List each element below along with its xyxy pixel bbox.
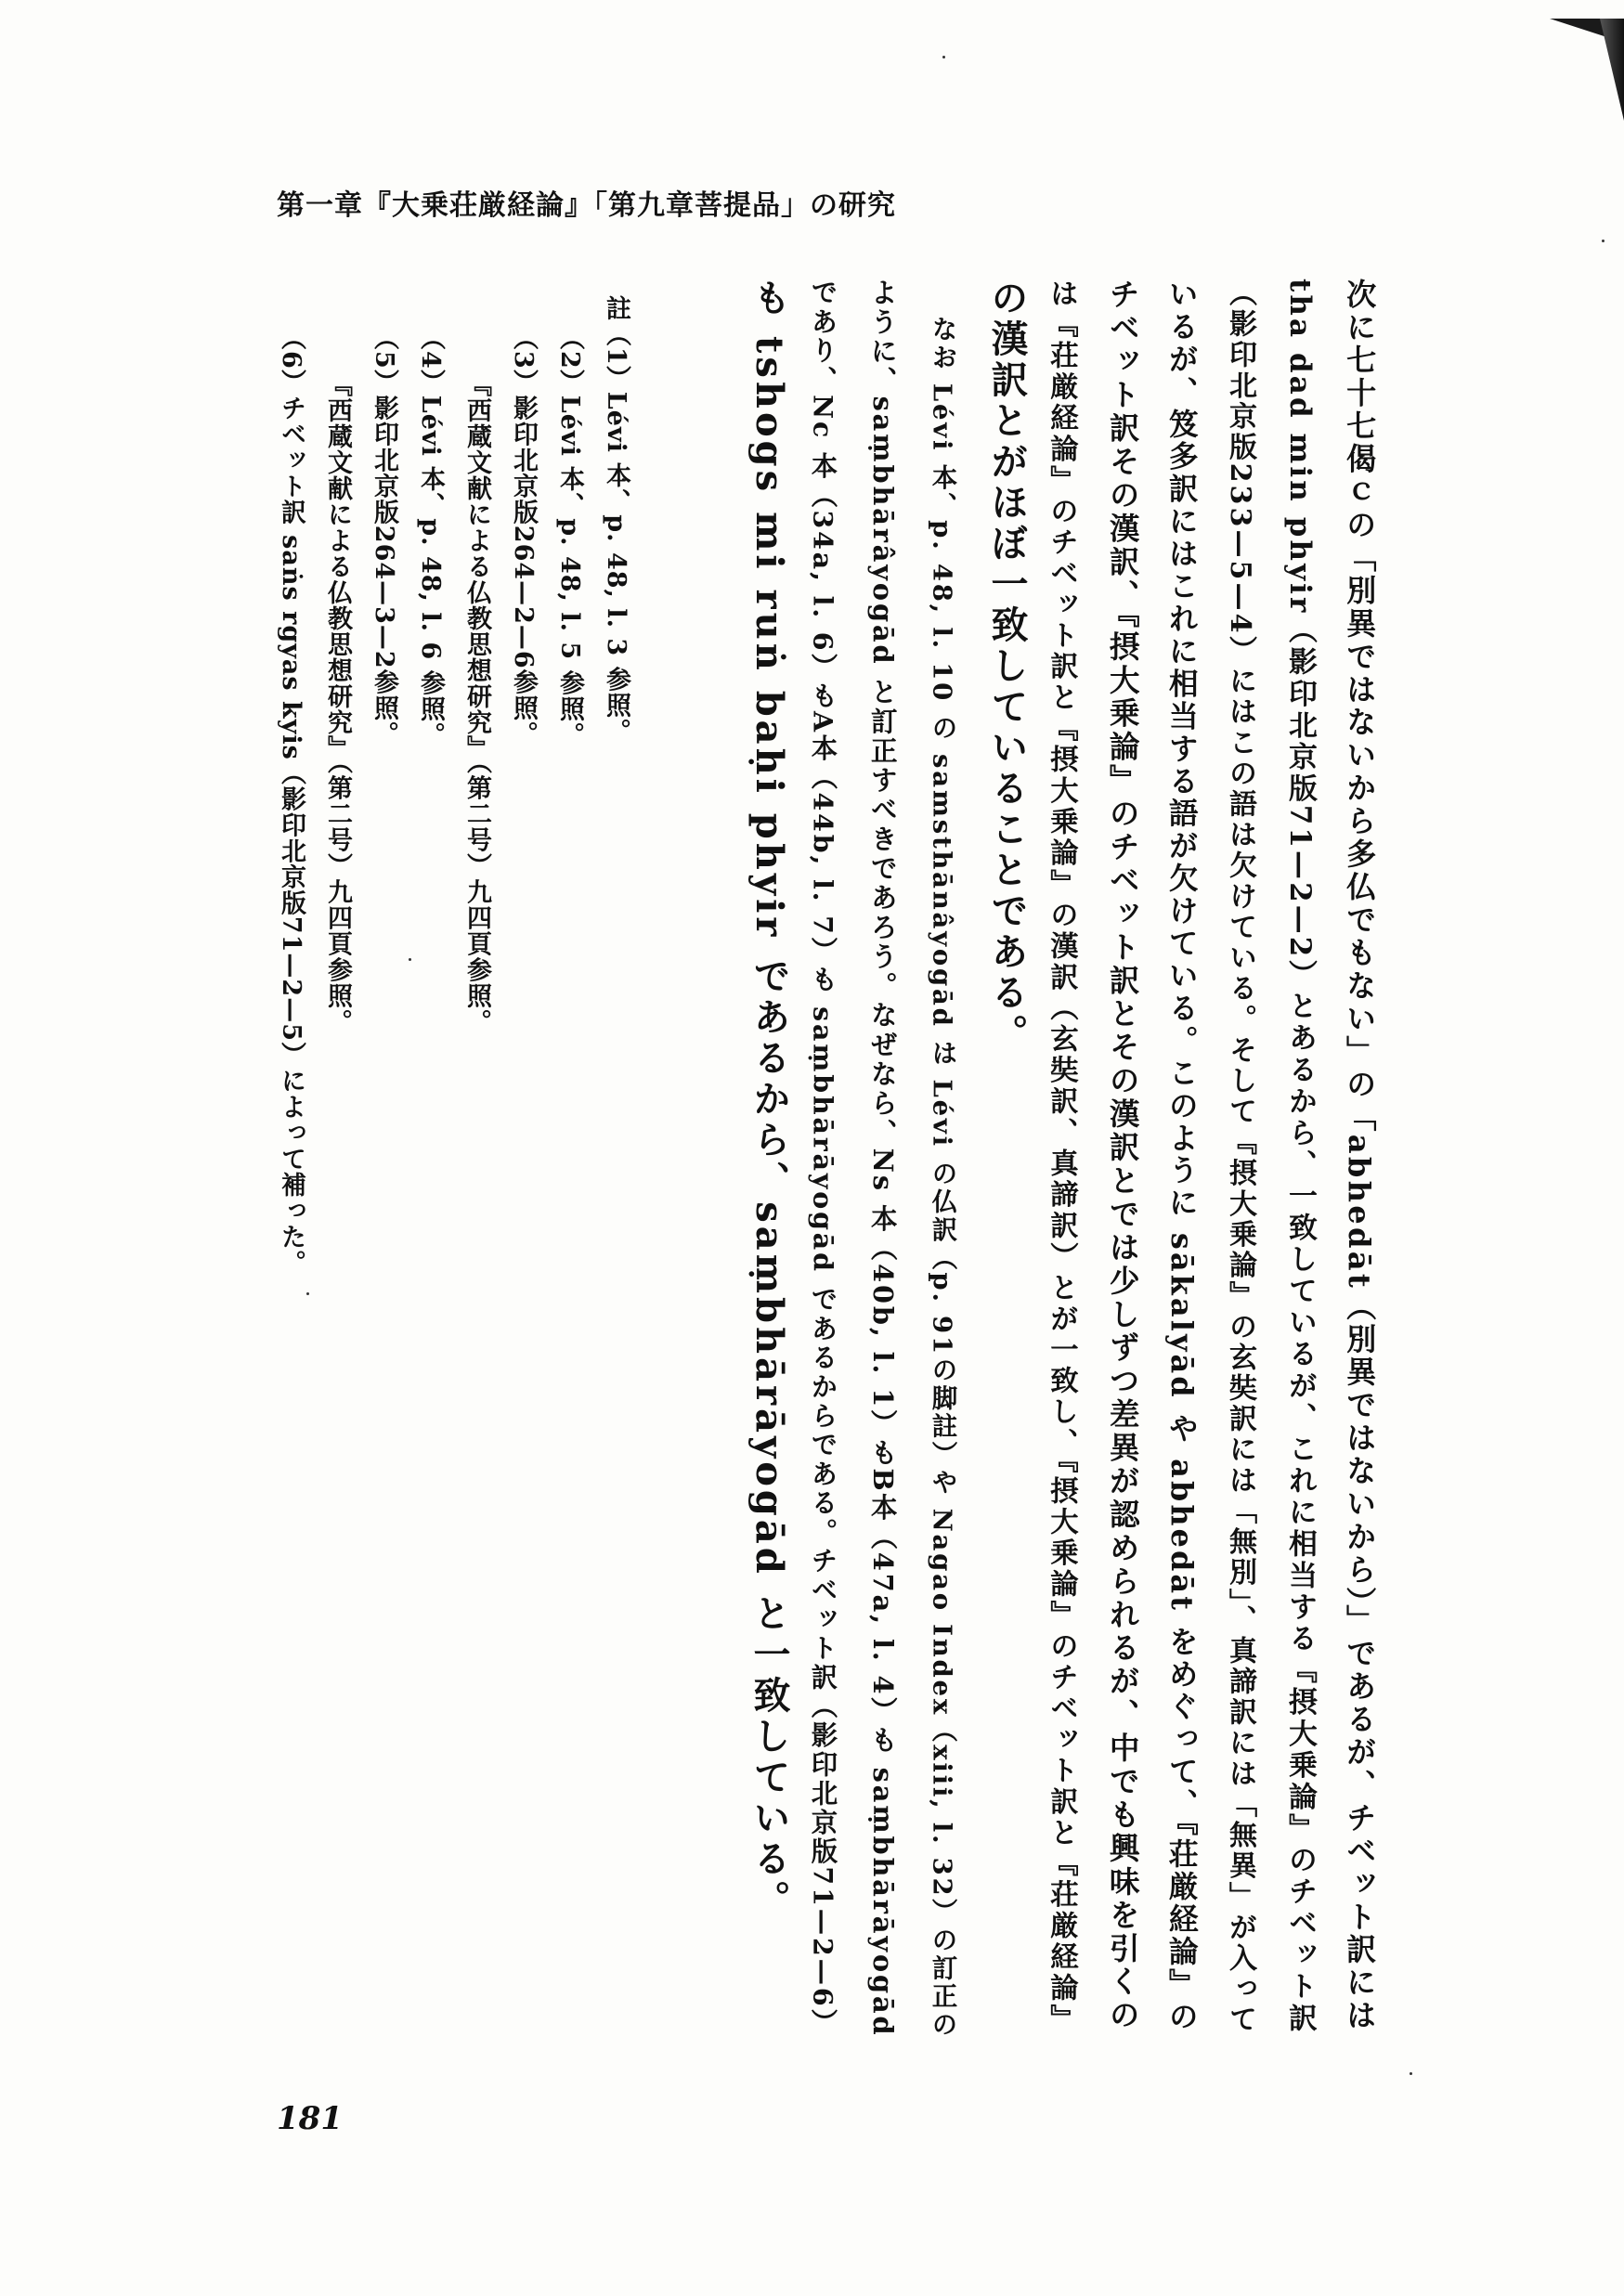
note-5-continued: 『西蔵文献による仏教思想研究』（第二号）九四頁参照。	[323, 371, 352, 1035]
body-line-7: の漢訳とがほぼ一致していることである。	[985, 279, 1029, 1055]
note-5: （5）影印北京版264—3—2参照。	[370, 325, 398, 747]
note-2: （2）Lévi 本、p. 48, l. 5 参照。	[555, 325, 584, 748]
body-line-9: ように、saṃbhārâyogād と訂正すべきであろう。なぜなら、Ns 本（40b, l. 1）もB本（47a, l. 4）も saṃbhārāyogād	[866, 279, 899, 2038]
scan-speck	[1410, 2072, 1412, 2075]
note-1: 註（1）Lévi 本、p. 48, l. 3 参照。	[602, 295, 630, 745]
scan-speck	[306, 1292, 309, 1295]
note-4: （4）Lévi 本、p. 48, l. 6 参照。	[416, 325, 445, 748]
page-number: 181	[277, 2100, 343, 2137]
body-line-8: なお Lévi 本、p. 48, l. 10 の samsthānâyogād は Lévi の仏訳（p. 91の脚註）や Nagao Index（xiii, l. 32）の訂正の	[927, 316, 957, 2039]
body-line-6: は『荘厳経論』のチベット訳と『摂大乗論』の漢訳（玄奘訳、真諦訳）とが一致し、『摂大乗論』のチベット訳と『荘厳経論』	[1045, 279, 1079, 2035]
note-3-continued: 『西蔵文献による仏教思想研究』（第二号）九四頁参照。	[462, 371, 491, 1035]
body-line-5: チベット訳その漢訳、『摂大乗論』のチベット訳とその漢訳とでは少しずつ差異が認められるが、中でも興味を引くの	[1104, 279, 1141, 2032]
body-line-11: も tshogs mi ruṅ baḥi phyir であるから、saṃbhārāyogād と一致している。	[747, 279, 791, 1921]
running-header: 第一章『大乗荘厳経論』「第九章菩提品」の研究	[277, 189, 896, 222]
note-3: （3）影印北京版264—2—6参照。	[509, 325, 538, 747]
body-line-2: tha dad min phyir（影印北京版71—2—2）とあるから、一致しているが、これに相当する『摂大乗論』のチベット訳	[1282, 279, 1317, 2035]
scan-edge-shadow-fold	[1600, 19, 1624, 121]
scan-speck	[942, 56, 945, 58]
note-6: （6）チベット訳 saṅs rgyas kyis（影印北京版71—2—5）によって補った。	[277, 325, 305, 1277]
scan-speck	[409, 958, 411, 961]
body-line-10: であり、Nc 本（34a, l. 6）もA本（44b, l. 7）も saṃbhārāyogād であるからである。チベット訳（影印北京版71—2—6）	[807, 279, 839, 2038]
body-line-4: いるが、笈多訳にはこれに相当する語が欠けている。このように sākalyād や abhedāt をめぐって、『荘厳経論』の	[1163, 279, 1199, 2033]
body-line-3: （影印北京版233—5—4）にはこの語は欠けている。そして『摂大乗論』の玄奘訳には「無別」、真諦訳には「無異」が入って	[1224, 279, 1257, 2036]
scan-speck	[1602, 240, 1605, 242]
body-line-1: 次に七十七偈ｃの「別異ではないから多仏でもない」の「abhedāt（別異ではないから）」であるが、チベット訳には	[1342, 279, 1378, 2033]
